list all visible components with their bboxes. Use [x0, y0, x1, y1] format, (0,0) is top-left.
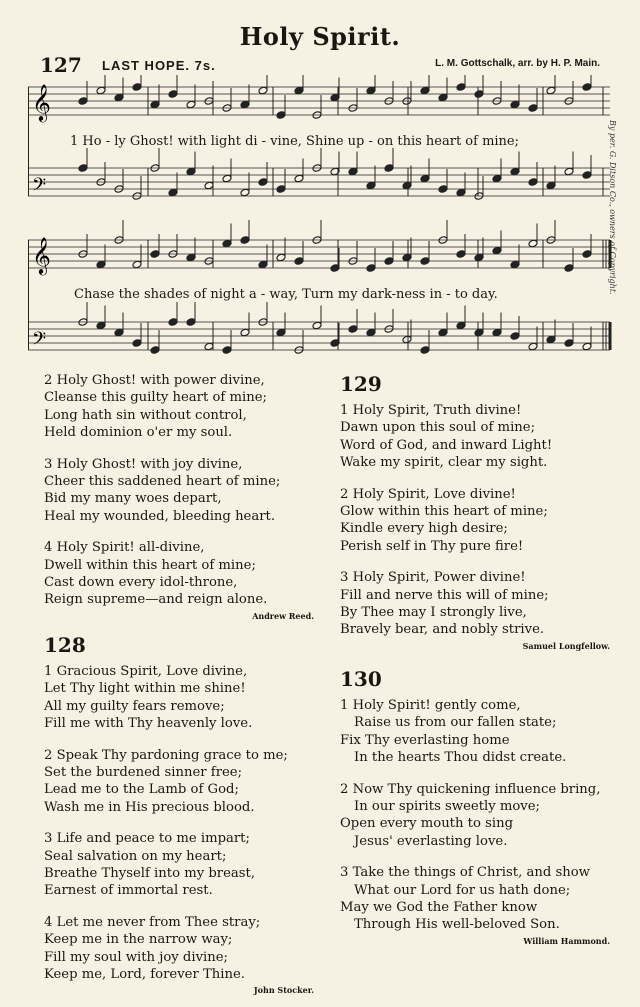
stanza	[340, 486, 610, 556]
verse-line: Bravely bear, and nobly strive.	[340, 622, 545, 638]
note-head	[366, 264, 376, 273]
note-head	[258, 86, 268, 95]
note-head	[474, 328, 484, 337]
verse-line: Reign supreme—and reign alone.	[44, 592, 268, 608]
verse-line: Fix Thy everlasting home	[340, 732, 510, 748]
hymn-127-stanzas	[44, 372, 314, 621]
verse-line: Let Thy light within me shine!	[44, 681, 246, 697]
note-head	[348, 167, 358, 176]
author-credit: William Hammond.	[523, 935, 610, 946]
note-head	[582, 250, 592, 259]
note-head	[96, 86, 106, 95]
note-head	[546, 335, 556, 344]
note-head	[168, 188, 178, 197]
right-column	[340, 372, 610, 958]
stanza	[44, 663, 314, 733]
stanza	[340, 864, 610, 934]
music-lyric-line-1: 1 Ho - ly Ghost! with light di - vine, Shine up - on this heart of mine;	[70, 134, 520, 149]
note-head	[240, 236, 250, 245]
verse-line: 2 Speak Thy pardoning grace to me;	[44, 747, 288, 763]
verse-line: Cast down every idol-throne,	[44, 575, 238, 591]
note-head	[186, 318, 196, 327]
hymn-number: 127	[40, 53, 82, 77]
note-head	[564, 264, 574, 273]
note-head	[402, 335, 412, 344]
note-head	[186, 100, 196, 109]
tune-name: LAST HOPE. 7s.	[102, 58, 216, 73]
note-head	[168, 90, 178, 99]
staff-notation	[28, 75, 614, 365]
note-head	[186, 167, 196, 176]
verse-line: 1 Holy Spirit! gently come,	[340, 697, 521, 713]
note-head	[456, 83, 466, 92]
verse-line: Fill and nerve this will of mine;	[340, 587, 549, 603]
note-head	[474, 90, 484, 99]
verse-line: 4 Holy Spirit! all-divine,	[44, 540, 205, 556]
verse-line: Wake my spirit, clear my sight.	[340, 455, 548, 471]
verse-line: Fill me with Thy heavenly love.	[44, 716, 253, 732]
note-head	[564, 339, 574, 348]
note-head	[438, 328, 448, 337]
music-lyric-line-2: Chase the shades of night a - way, Turn my dark-ness in - to day.	[74, 287, 498, 302]
stanza	[340, 569, 610, 639]
verse-line: Dwell within this heart of mine;	[44, 557, 256, 573]
verse-line: 3 Holy Spirit, Power divine!	[340, 570, 526, 586]
note-head	[582, 83, 592, 92]
verse-line: By Thee may I strongly live,	[340, 605, 527, 621]
copyright-note: By per. G. Ditson Co., owners of Copyright.	[608, 120, 617, 295]
note-head	[366, 328, 376, 337]
verse-line: 3 Life and peace to me impart;	[44, 831, 250, 847]
page-title: Holy Spirit.	[239, 22, 401, 51]
note-head	[186, 253, 196, 262]
hymn-128	[44, 633, 314, 996]
note-head	[438, 93, 448, 102]
note-head	[132, 83, 142, 92]
hymn-129	[340, 372, 610, 651]
note-head	[204, 342, 214, 351]
note-head	[114, 93, 124, 102]
verse-line: Keep me in the narrow way;	[44, 932, 233, 948]
note-head	[402, 181, 412, 190]
verse-line: Set the burdened sinner free;	[44, 764, 243, 780]
verse-line: What our Lord for us hath done;	[354, 882, 571, 898]
verse-line: Dawn upon this soul of mine;	[340, 420, 536, 436]
note-head	[402, 253, 412, 262]
note-head	[492, 246, 502, 255]
note-head	[258, 178, 268, 187]
verse-line: May we God the Father know	[340, 899, 538, 915]
note-head	[366, 86, 376, 95]
note-head	[510, 100, 520, 109]
hymn-number: 129	[340, 372, 382, 396]
treble-clef: 𝄞	[32, 83, 51, 121]
note-head	[582, 171, 592, 180]
music-score	[28, 75, 614, 365]
note-head	[456, 321, 466, 330]
note-head	[276, 111, 286, 120]
note-head	[474, 253, 484, 262]
verse-line: Lead me to the Lamb of God;	[44, 782, 239, 798]
note-head	[456, 250, 466, 259]
verse-line: 1 Gracious Spirit, Love divine,	[44, 663, 248, 679]
verse-line: Seal salvation on my heart;	[44, 848, 227, 864]
note-head	[510, 260, 520, 269]
note-head	[276, 328, 286, 337]
note-head	[150, 346, 160, 355]
verse-line: Kindle every high desire;	[340, 521, 508, 537]
note-head	[528, 178, 538, 187]
hymn-number: 128	[44, 632, 86, 657]
hymn-130	[340, 667, 610, 946]
stanza	[44, 747, 314, 817]
note-head	[312, 321, 322, 330]
verse-line: Bid my many woes depart,	[44, 491, 222, 507]
composer-credit: L. M. Gottschalk, arr. by H. P. Main.	[435, 58, 600, 69]
note-head	[438, 185, 448, 194]
hymn-127-header	[40, 53, 600, 75]
verse-line: 3 Holy Ghost! with joy divine,	[44, 456, 243, 472]
verse-line: 4 Let me never from Thee stray;	[44, 914, 261, 930]
verse-line: Cheer this saddened heart of mine;	[44, 474, 281, 490]
stanza	[340, 697, 610, 767]
note-head	[96, 260, 106, 269]
note-head	[132, 260, 142, 269]
note-head	[528, 342, 538, 351]
author-credit: Andrew Reed.	[252, 610, 314, 621]
note-head	[204, 181, 214, 190]
note-head	[492, 328, 502, 337]
verse-line: Word of God, and inward Light!	[340, 437, 553, 453]
note-head	[294, 86, 304, 95]
verse-line: Long hath sin without control,	[44, 407, 247, 423]
verse-line: Perish self in Thy pure fire!	[340, 538, 524, 554]
verse-line: Glow within this heart of mine;	[340, 504, 548, 520]
bass-clef: 𝄢	[32, 175, 47, 200]
note-head	[240, 100, 250, 109]
verse-line: 2 Now Thy quickening influence bring,	[340, 781, 601, 797]
verse-line: In the hearts Thou didst create.	[354, 750, 567, 766]
verse-line: Held dominion o'er my soul.	[44, 425, 233, 441]
note-head	[366, 181, 376, 190]
note-head	[222, 239, 232, 248]
note-head	[276, 253, 286, 262]
verse-line: Heal my wounded, bleeding heart.	[44, 508, 276, 524]
note-head	[528, 104, 538, 113]
note-head	[96, 321, 106, 330]
note-head	[420, 346, 430, 355]
author-credit: John Stocker.	[253, 985, 314, 996]
note-head	[168, 318, 178, 327]
note-head	[150, 250, 160, 259]
verse-line: Keep me, Lord, forever Thine.	[44, 966, 245, 982]
note-head	[546, 181, 556, 190]
stanza	[44, 372, 314, 442]
note-head	[510, 167, 520, 176]
note-head	[222, 346, 232, 355]
note-head	[384, 164, 394, 173]
note-head	[564, 167, 574, 176]
note-head	[384, 257, 394, 266]
treble-clef: 𝄞	[32, 236, 51, 274]
note-head	[240, 188, 250, 197]
note-head	[582, 342, 592, 351]
note-head	[456, 188, 466, 197]
note-head	[114, 328, 124, 337]
note-head	[420, 257, 430, 266]
verse-line: 1 Holy Spirit, Truth divine!	[340, 403, 522, 418]
note-head	[276, 185, 286, 194]
verse-line: Raise us from our fallen state;	[354, 715, 557, 731]
note-head	[420, 174, 430, 183]
verse-line: 2 Holy Spirit, Love divine!	[340, 486, 516, 502]
verse-line: Wash me in His precious blood.	[44, 799, 255, 815]
note-head	[78, 164, 88, 173]
verse-line: Breathe Thyself into my breast,	[44, 865, 256, 881]
note-head	[78, 97, 88, 106]
note-head	[330, 264, 340, 273]
verse-line: In our spirits sweetly move;	[354, 798, 540, 814]
note-head	[510, 332, 520, 341]
author-credit: Samuel Longfellow.	[522, 640, 610, 651]
verse-line: All my guilty fears remove;	[44, 698, 225, 714]
note-head	[294, 257, 304, 266]
verse-line: Jesus' everlasting love.	[354, 833, 508, 849]
stanza	[44, 830, 314, 900]
verse-line: 3 Take the things of Christ, and show	[340, 865, 590, 881]
verse-line: Cleanse this guilty heart of mine;	[44, 390, 267, 406]
stanza	[340, 781, 610, 851]
note-head	[132, 339, 142, 348]
stanza	[44, 456, 314, 526]
note-head	[294, 174, 304, 183]
note-head	[150, 100, 160, 109]
note-head	[348, 325, 358, 334]
left-column	[44, 372, 314, 1007]
stanza	[44, 539, 314, 609]
verse-line: Earnest of immortal rest.	[44, 883, 213, 899]
note-head	[528, 239, 538, 248]
note-head	[492, 174, 502, 183]
hymn-number: 130	[340, 666, 382, 691]
verse-line: Open every mouth to sing	[340, 816, 514, 832]
bass-clef: 𝄢	[32, 329, 47, 354]
stanza	[44, 914, 314, 984]
note-head	[258, 260, 268, 269]
verse-line: Fill my soul with joy divine;	[44, 949, 228, 965]
stanza	[340, 402, 610, 472]
verse-line: 2 Holy Ghost! with power divine,	[44, 373, 265, 388]
verse-line: Through His well-beloved Son.	[354, 917, 560, 933]
note-head	[546, 86, 556, 95]
note-head	[222, 174, 232, 183]
note-head	[240, 328, 250, 337]
note-head	[420, 86, 430, 95]
